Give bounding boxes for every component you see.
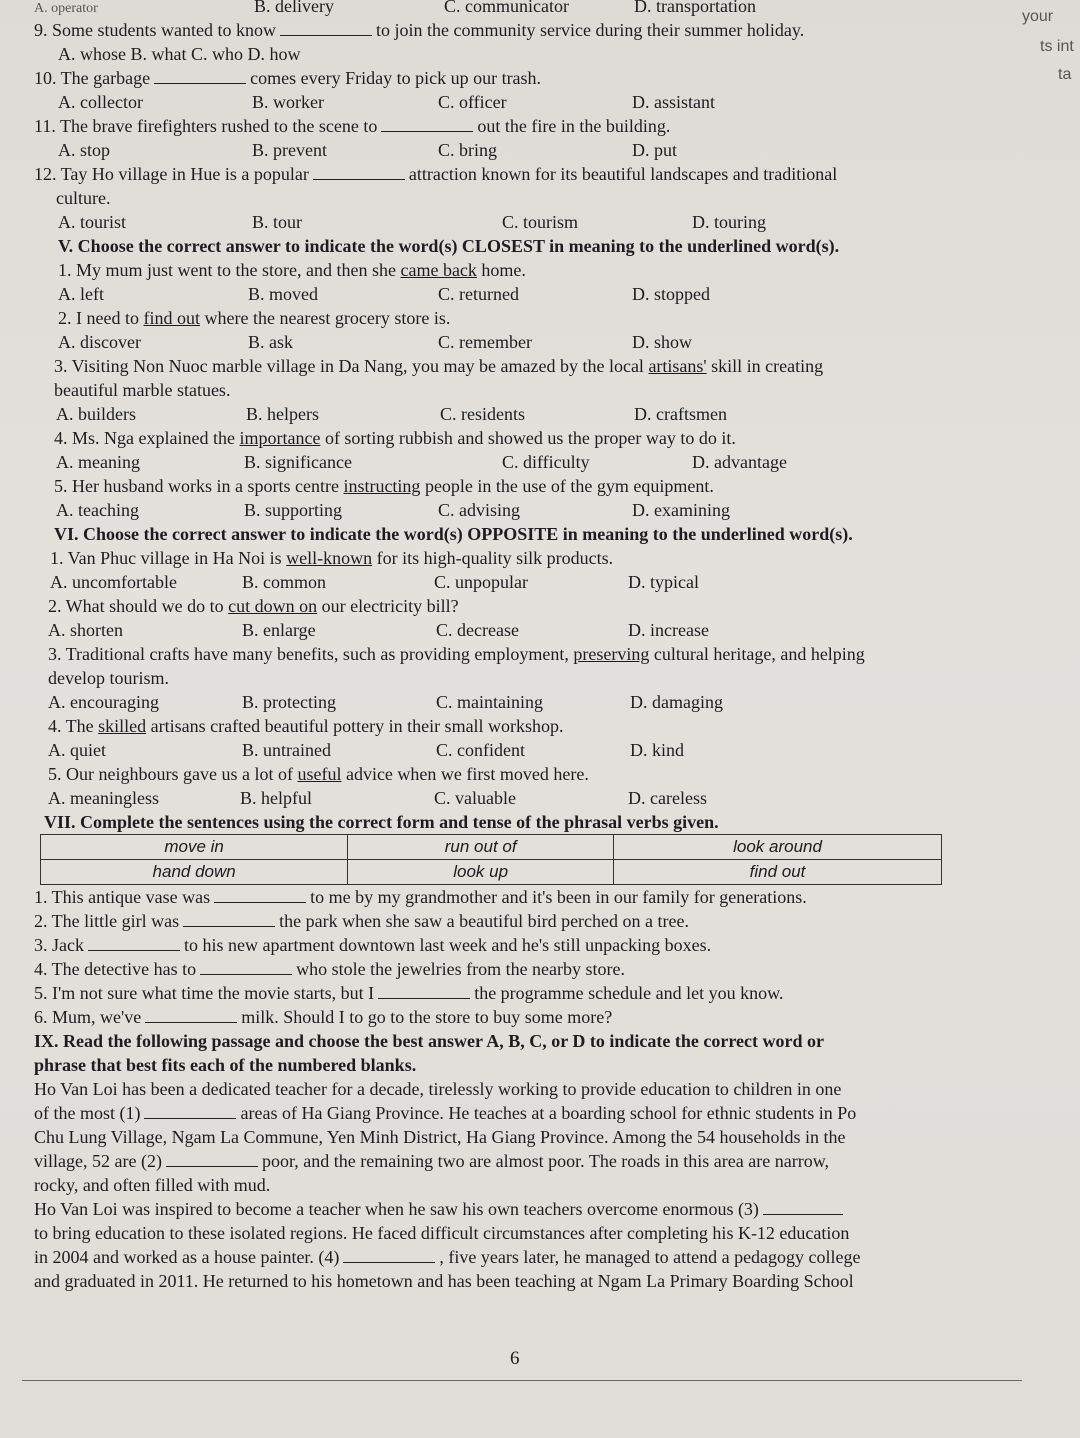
option: B. untrained [242, 740, 331, 760]
option: B. helpers [246, 404, 319, 424]
answer-blank[interactable] [200, 960, 292, 975]
options-row [48, 786, 1034, 810]
answer-blank[interactable] [280, 21, 372, 36]
option: B. delivery [254, 0, 334, 16]
option: A. meaningless [48, 788, 159, 808]
phrasal-verb-table [40, 834, 942, 885]
option: A. left [58, 284, 104, 304]
option: C. maintaining [436, 692, 543, 712]
answer-blank[interactable] [214, 888, 306, 903]
option: D. craftsmen [634, 404, 727, 424]
question: 3. Visiting Non Nuoc marble village in Da Nang, you may be amazed by the local artisans' skill in creating [54, 356, 824, 376]
option: D. transportation [634, 0, 756, 16]
options-row [34, 0, 1034, 18]
answer-blank[interactable] [381, 117, 473, 132]
question-continued: develop tourism. [48, 668, 169, 688]
option: A. quiet [48, 740, 106, 760]
option: A. stop [58, 140, 111, 160]
table-cell: find out [614, 860, 942, 885]
table-cell: hand down [41, 860, 348, 885]
answer-blank[interactable] [144, 1104, 236, 1119]
option: A. discover [58, 332, 141, 352]
option: B. helpful [240, 788, 312, 808]
section-heading-continued: phrase that best fits each of the numbered blanks. [34, 1055, 417, 1075]
section-heading: V. Choose the correct answer to indicate the word(s) CLOSEST in meaning to the underlined word(s). [58, 236, 840, 256]
options-row [58, 138, 1034, 162]
worksheet-content [34, 0, 1034, 1293]
question-continued: beautiful marble statues. [54, 380, 231, 400]
fill-in-item: 3. Jack to his new apartment downtown last week and he's still unpacking boxes. [34, 935, 712, 955]
option: D. advantage [692, 452, 787, 472]
option: C. confident [436, 740, 525, 760]
options-row [58, 90, 1034, 114]
passage-line: to bring education to these isolated regions. He faced difficult circumstances after completing his K-12 education [34, 1223, 850, 1243]
options-row [48, 690, 1034, 714]
passage-line: Chu Lung Village, Ngam La Commune, Yen Minh District, Ha Giang Province. Among the 54 households in the [34, 1127, 846, 1147]
section-heading: VII. Complete the sentences using the correct form and tense of the phrasal verbs given. [44, 812, 719, 832]
option: D. increase [628, 620, 709, 640]
question-9: 9. Some students wanted to know to join the community service during their summer holiday. [34, 20, 805, 40]
option: C. decrease [436, 620, 519, 640]
footer-divider [22, 1380, 1022, 1381]
option: A. tourist [58, 212, 127, 232]
option: C. residents [440, 404, 525, 424]
passage-line: Ho Van Loi was inspired to become a teacher when he saw his own teachers overcome enormous (3) [34, 1197, 1034, 1221]
options-row [58, 282, 1034, 306]
options-row [50, 570, 1034, 594]
option: B. enlarge [242, 620, 316, 640]
options-row [56, 402, 1034, 426]
option: B. significance [244, 452, 352, 472]
table-row [41, 860, 942, 885]
table-cell: look around [614, 835, 942, 860]
fill-in-item: 1. This antique vase was to me by my grandmother and it's been in our family for generations. [34, 887, 807, 907]
question-9-options: A. whose B. what C. who D. how [58, 44, 301, 64]
option: D. stopped [632, 284, 710, 304]
option: D. typical [628, 572, 699, 592]
table-cell: look up [348, 860, 614, 885]
option: D. examining [632, 500, 730, 520]
option: A. collector [58, 92, 143, 112]
option: A. teaching [56, 500, 139, 520]
option: C. difficulty [502, 452, 590, 472]
question: 1. My mum just went to the store, and then she came back home. [58, 260, 526, 280]
option: A. meaning [56, 452, 140, 472]
answer-blank[interactable] [183, 912, 275, 927]
fill-in-item: 2. The little girl was the park when she saw a beautiful bird perched on a tree. [34, 911, 689, 931]
option: C. bring [438, 140, 498, 160]
option: D. careless [628, 788, 707, 808]
option: C. tourism [502, 212, 579, 232]
question: 3. Traditional crafts have many benefits, such as providing employment, preserving cultural heritage, and helping [48, 644, 865, 664]
question-10: 10. The garbage comes every Friday to pick up our trash. [34, 68, 542, 88]
option: D. damaging [630, 692, 723, 712]
passage-line: Ho Van Loi has been a dedicated teacher for a decade, tirelessly working to provide education to children in one [34, 1079, 842, 1099]
options-row [48, 618, 1034, 642]
options-row [56, 498, 1034, 522]
side-fragment: ts int [1040, 38, 1074, 55]
option: A. shorten [48, 620, 123, 640]
option: D. assistant [632, 92, 715, 112]
passage-line: village, 52 are (2) poor, and the remaining two are almost poor. The roads in this area are narrow, [34, 1151, 830, 1171]
option: A. operator [34, 1, 98, 16]
side-fragment: ta [1058, 66, 1072, 83]
fill-in-item: 6. Mum, we've milk. Should I to go to the store to buy some more? [34, 1007, 613, 1027]
option: D. show [632, 332, 693, 352]
table-cell: run out of [348, 835, 614, 860]
answer-blank[interactable] [154, 69, 246, 84]
question: 1. Van Phuc village in Ha Noi is well-known for its high-quality silk products. [50, 548, 614, 568]
option: B. moved [248, 284, 318, 304]
passage-line: rocky, and often filled with mud. [34, 1175, 271, 1195]
option: C. returned [438, 284, 519, 304]
option: C. unpopular [434, 572, 528, 592]
option: C. remember [438, 332, 532, 352]
answer-blank[interactable] [378, 984, 470, 999]
option: D. put [632, 140, 677, 160]
question: 5. Our neighbours gave us a lot of useful advice when we first moved here. [48, 764, 589, 784]
page-number: 6 [510, 1348, 520, 1369]
section-heading: VI. Choose the correct answer to indicate the word(s) OPPOSITE in meaning to the underlined word(s). [54, 524, 853, 544]
option: C. valuable [434, 788, 516, 808]
option: C. communicator [444, 0, 569, 16]
option: A. uncomfortable [50, 572, 177, 592]
option: D. kind [630, 740, 684, 760]
side-fragment: your [1022, 8, 1054, 25]
question-11: 11. The brave firefighters rushed to the scene to out the fire in the building. [34, 116, 671, 136]
options-row [48, 738, 1034, 762]
question: 4. The skilled artisans crafted beautiful pottery in their small workshop. [48, 716, 564, 736]
answer-blank[interactable] [166, 1152, 258, 1167]
table-cell: move in [41, 835, 348, 860]
options-row [56, 450, 1034, 474]
option: C. officer [438, 92, 507, 112]
section-heading: IX. Read the following passage and choose the best answer A, B, C, or D to indicate the correct word or [34, 1031, 824, 1051]
answer-blank[interactable] [343, 1248, 435, 1263]
passage-line: and graduated in 2011. He returned to his hometown and has been teaching at Ngam La Primary Boarding School [34, 1271, 854, 1291]
option: B. ask [248, 332, 293, 352]
question: 5. Her husband works in a sports centre instructing people in the use of the gym equipment. [54, 476, 714, 496]
reading-passage [34, 1077, 1034, 1293]
passage-line: of the most (1) areas of Ha Giang Province. He teaches at a boarding school for ethnic students in Po [34, 1103, 857, 1123]
option: A. encouraging [48, 692, 159, 712]
question-12: 12. Tay Ho village in Hue is a popular attraction known for its beautiful landscapes and traditional [34, 164, 838, 184]
option: B. common [242, 572, 326, 592]
question: 2. What should we do to cut down on our electricity bill? [48, 596, 459, 616]
option: C. advising [438, 500, 521, 520]
fill-in-item: 5. I'm not sure what time the movie starts, but I the programme schedule and let you know. [34, 983, 784, 1003]
fill-in-item: 4. The detective has to who stole the jewelries from the nearby store. [34, 959, 626, 979]
question: 4. Ms. Nga explained the importance of sorting rubbish and showed us the proper way to do it. [54, 428, 736, 448]
option: B. worker [252, 92, 324, 112]
answer-blank[interactable] [145, 1008, 237, 1023]
option: A. builders [56, 404, 136, 424]
options-row [58, 330, 1034, 354]
answer-blank[interactable] [763, 1200, 843, 1215]
passage-line: in 2004 and worked as a house painter. (4) , five years later, he managed to attend a pedagogy college [34, 1247, 861, 1267]
option: D. touring [692, 212, 766, 232]
options-row [58, 210, 1034, 234]
answer-blank[interactable] [88, 936, 180, 951]
table-row [41, 835, 942, 860]
option: B. tour [252, 212, 303, 232]
question-12-continued: culture. [56, 188, 111, 208]
answer-blank[interactable] [313, 165, 405, 180]
option: B. prevent [252, 140, 327, 160]
option: B. protecting [242, 692, 336, 712]
question: 2. I need to find out where the nearest grocery store is. [58, 308, 451, 328]
option: B. supporting [244, 500, 343, 520]
